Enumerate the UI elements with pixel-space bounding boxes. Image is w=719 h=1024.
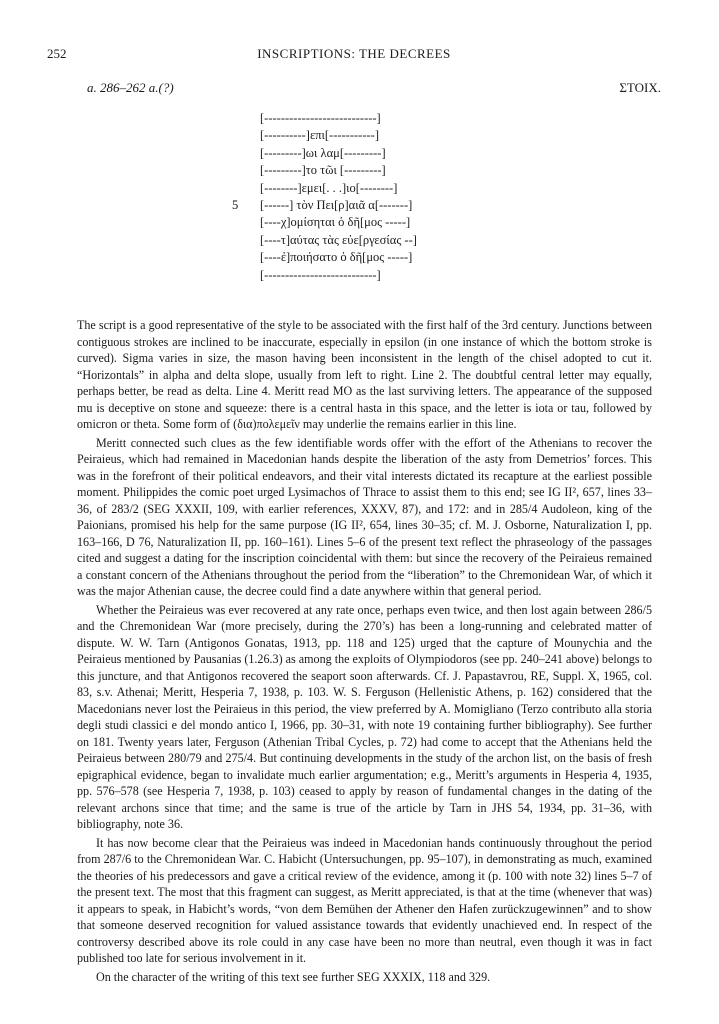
page-number: 252 [47,46,67,61]
running-header [47,46,661,64]
line-text: [---------]το τῶι [---------] [260,163,386,178]
inscription-line [232,163,532,180]
stoichedon-label: ΣΤΟΙΧ. [619,80,661,95]
line-text: [----τ]αύτας τὰς εὐε[ργεσίας --] [260,232,417,247]
inscription-line [232,128,532,145]
inscription-line [232,198,532,215]
entry-date: a. 286–262 a.(?) [87,80,174,95]
commentary-paragraph: The script is a good representative of the style to be associated with the first half of the 3rd century. Junctions between contiguous strokes are inclined to be inaccurate, especially in epsilon (in one instance of which the bottom stroke is curved). Sigma varies in size, the mason having been inconsistent in the length of the chisel adopted to cut it. “Horizontals” in alpha and delta slope, usually from left to right. Line 2. The doubtful central letter may equally, perhaps better, be read as delta. Line 4. Meritt read MO as the last surviving letters. The appearance of the supposed mu is deceptive on stone and squeeze: there is a central hasta in this space, and the letter is iota or tau, followed by omicron or theta. Some form of (δια)πολεμεῖν may underlie the remains earlier in this line. [77,318,652,431]
line-text: [----------]επι[-----------] [260,128,379,143]
commentary-paragraph: On the character of the writing of this text see further SEG XXXIX, 118 and 329. [96,969,491,984]
commentary-paragraph: It has now become clear that the Peiraieus was indeed in Macedonian hands continuously throughout the period from 287/6 to the Chremonidean War. C. Habicht (Untersuchungen, pp. 95–107), in demonstrating as much, examined the theories of his predecessors and gave a critical review of the evidence, among it (p. 100 with note 32) lines 5–7 of the present text. The most that this fragment can suggest, as Meritt appreciated, is that at the time (whenever that was) it appears to speak, in Habicht’s words, “von dem Bemühen der Athener den Hafen zurückzugewinnen” and to show that someone deserved recognition for valued assistance towards that evidently unachieved end. In respect of the controversy described above its role could in any case have been no more than neutral, even though it was in fact published too late for serious involvement in it. [77,835,652,965]
line-text: [--------]εμει[. . .]ιο[--------] [260,180,398,195]
inscription-text [232,111,532,285]
line-text: [---------]ωι λαμ[---------] [260,145,386,160]
line-text: [------] τὸν Πει[ρ]αιᾶ α[-------] [260,197,413,212]
line-text: [----ἐ]ποιήσατο ὁ δῆ[μος -----] [260,250,413,265]
inscription-line [232,215,532,232]
inscription-line [232,111,532,128]
commentary [77,317,652,987]
inscription-line [232,233,532,250]
commentary-paragraph: Whether the Peiraieus was ever recovered at any rate once, perhaps even twice, and then lost again between 286/5 and the Chremonidean War (more precisely, during the 270’s) has been a long-running and celebrated matter of dispute. W. W. Tarn (Antigonos Gonatas, 1913, pp. 118 and 125) urged that the capture of Mounychia and the Peiraieus mentioned by Pausanias (1.26.3) as among the exploits of Olympiodoros (see pp. 240–241 above) belongs to this juncture, and that Antigonos recovered the seaport soon afterwards. Cf. J. Papastavrou, RE, Suppl. X, 1965, col. 83, s.v. Athenai; Meritt, Hesperia 7, 1938, p. 103. W. S. Ferguson (Hellenistic Athens, p. 162) considered that the Macedonians never lost the Peiraieus in this period, the view preferred by A. Momigliano (Terzo contributo alla storia degli studi classici e del mondo antico I, 1966, pp. 30–31, with note 19 containing further bibliography). See further on 181. Twenty years later, Ferguson (Athenian Tribal Cycles, p. 72) had come to accept that the Athenians held the Peiraieus between 280/79 and 275/4. But continuing developments in the study of the archon list, on the basis of fresh epigraphical evidence, began to invalidate much earlier argumentation; e.g., Meritt’s arguments in Hesperia 4, 1935, pp. 576–578 (see Hesperia 7, 1938, p. 103) ceased to apply by reason of fundamental changes in the dating of the relevant archons since that time; and the same is true of the article by Tarn in JHS 54, 1934, pp. 31–36, with bibliography, note 36. [77,602,652,831]
line-text: [----χ]ομίσηται ὁ δῆ[μος -----] [260,215,411,230]
line-text: [---------------------------] [260,111,381,125]
entry-heading [47,80,661,98]
line-text: [---------------------------] [260,267,381,282]
inscription-line [232,146,532,163]
running-title: INSCRIPTIONS: THE DECREES [257,46,451,61]
line-number: 5 [232,197,239,212]
commentary-paragraph: Meritt connected such clues as the few identifiable words offer with the effort of the Athenians to recover the Peiraieus, which had remained in Macedonian hands despite the liberation of the asty from Demetrios’ forces. This was in the forefront of their political endeavors, and their vital interests dictated its recapture at the earliest possible moment. Philippides the comic poet urged Lysimachos of Thrace to assist them to this end; see IG II², 657, lines 33–36, of 283/2 (SEG XXXII, 109, with earlier references, XXXV, 87), and 172: and in 285/4 Audoleon, king of the Paionians, promised his help for the same purpose (IG II², 654, lines 30–35; cf. M. J. Osborne, Naturalization I, pp. 163–166, D 76, Naturalization II, pp. 160–161). Lines 5–6 of the present text reflect the phraseology of the passages cited and suggest a dating for the inscription coincidental with them: but since the recovery of the Peiraieus remained a constant concern of the Athenians throughout the period from the “liberation” to the Chremonidean War, of which it was the major Athenian cause, the decree could find a date anywhere within that general period. [77,435,652,598]
inscription-line [232,268,532,285]
inscription-line [232,250,532,267]
inscription-line [232,181,532,198]
